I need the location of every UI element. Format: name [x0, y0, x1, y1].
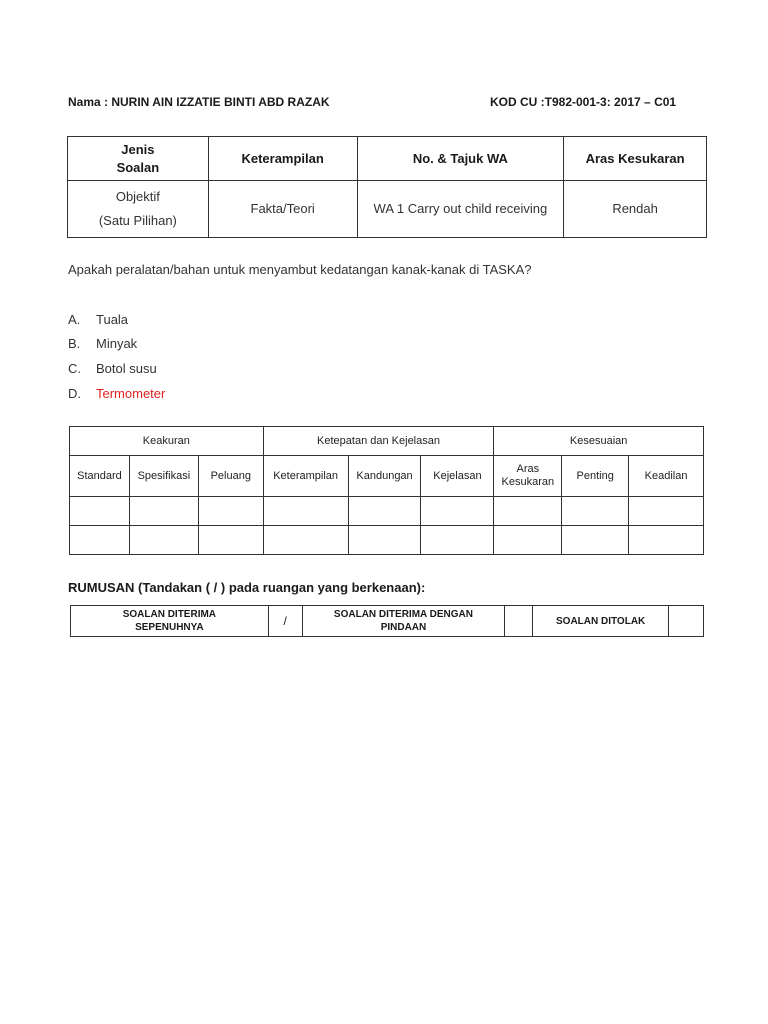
mark-ditolak[interactable]: [669, 606, 704, 637]
group-ketepatan: Ketepatan dan Kejelasan: [263, 427, 494, 456]
eval-empty-row: [70, 526, 704, 555]
eval-cell[interactable]: [562, 526, 629, 555]
group-kesesuaian: Kesesuaian: [494, 427, 704, 456]
option-d: [68, 386, 165, 401]
rumusan-title: RUMUSAN (Tandakan ( / ) pada ruangan yang berkenaan):: [68, 580, 426, 595]
cell-keterampilan: Fakta/Teori: [208, 181, 357, 238]
eval-column-row: [70, 456, 704, 497]
col-keadilan: Keadilan: [629, 456, 704, 497]
header-jenis-soalan: Jenis Soalan: [68, 137, 209, 181]
eval-group-row: [70, 427, 704, 456]
col-kandungan: Kandungan: [348, 456, 421, 497]
eval-cell[interactable]: [129, 526, 198, 555]
cell-jenis-soalan: [68, 181, 209, 238]
label-diterima-sepenuhnya: SOALAN DITERIMA SEPENUHNYA: [71, 606, 269, 637]
col-standard: Standard: [70, 456, 130, 497]
label-diterima-pindaan: SOALAN DITERIMA DENGAN PINDAAN: [302, 606, 505, 637]
rumusan-row: [71, 606, 704, 637]
cell-tajuk-wa: WA 1 Carry out child receiving: [357, 181, 564, 238]
jenis-line2: (Satu Pilihan): [98, 213, 177, 228]
eval-cell[interactable]: [562, 497, 629, 526]
jenis-line1: Objektif: [115, 189, 160, 204]
header-keterampilan: Keterampilan: [208, 137, 357, 181]
eval-cell[interactable]: [263, 497, 348, 526]
header-aras-kesukaran: Aras Kesukaran: [564, 137, 707, 181]
option-b: [68, 336, 137, 351]
eval-cell[interactable]: [421, 526, 494, 555]
eval-cell[interactable]: [198, 526, 263, 555]
eval-cell[interactable]: [494, 497, 562, 526]
option-a: [68, 312, 128, 327]
eval-cell[interactable]: [421, 497, 494, 526]
col-spesifikasi: Spesifikasi: [129, 456, 198, 497]
eval-cell[interactable]: [70, 497, 130, 526]
eval-cell[interactable]: [629, 497, 704, 526]
rumusan-table: [70, 605, 704, 637]
col-keterampilan: Keterampilan: [263, 456, 348, 497]
info-header-row: [68, 137, 707, 181]
col-peluang: Peluang: [198, 456, 263, 497]
info-data-row: [68, 181, 707, 238]
col-kejelasan: Kejelasan: [421, 456, 494, 497]
question-info-table: [67, 136, 707, 238]
question-text: Apakah peralatan/bahan untuk menyambut kedatangan kanak-kanak di TASKA?: [68, 262, 532, 277]
eval-cell[interactable]: [70, 526, 130, 555]
header-tajuk-wa: No. & Tajuk WA: [357, 137, 564, 181]
eval-empty-row: [70, 497, 704, 526]
option-letter: C.: [68, 361, 81, 376]
label-ditolak: SOALAN DITOLAK: [533, 606, 669, 637]
eval-cell[interactable]: [629, 526, 704, 555]
option-text: Botol susu: [96, 361, 157, 376]
col-penting: Penting: [562, 456, 629, 497]
option-text-correct: Termometer: [96, 386, 166, 401]
mark-diterima-pindaan[interactable]: [505, 606, 533, 637]
eval-cell[interactable]: [348, 497, 421, 526]
eval-cell[interactable]: [348, 526, 421, 555]
eval-cell[interactable]: [129, 497, 198, 526]
option-c: [68, 361, 157, 376]
cell-aras: Rendah: [564, 181, 707, 238]
mark-diterima-sepenuhnya[interactable]: /: [268, 606, 302, 637]
student-name: Nama : NURIN AIN IZZATIE BINTI ABD RAZAK: [68, 95, 330, 109]
evaluation-table: [69, 426, 704, 555]
option-letter: B.: [68, 336, 81, 351]
option-letter: A.: [68, 312, 81, 327]
group-keakuran: Keakuran: [70, 427, 264, 456]
option-letter: D.: [68, 386, 81, 401]
option-text: Tuala: [96, 312, 129, 327]
eval-cell[interactable]: [494, 526, 562, 555]
col-aras-kesukaran: Aras Kesukaran: [494, 456, 562, 497]
option-text: Minyak: [96, 336, 138, 351]
eval-cell[interactable]: [198, 497, 263, 526]
course-code: KOD CU :T982-001-3: 2017 – C01: [490, 95, 677, 109]
eval-cell[interactable]: [263, 526, 348, 555]
